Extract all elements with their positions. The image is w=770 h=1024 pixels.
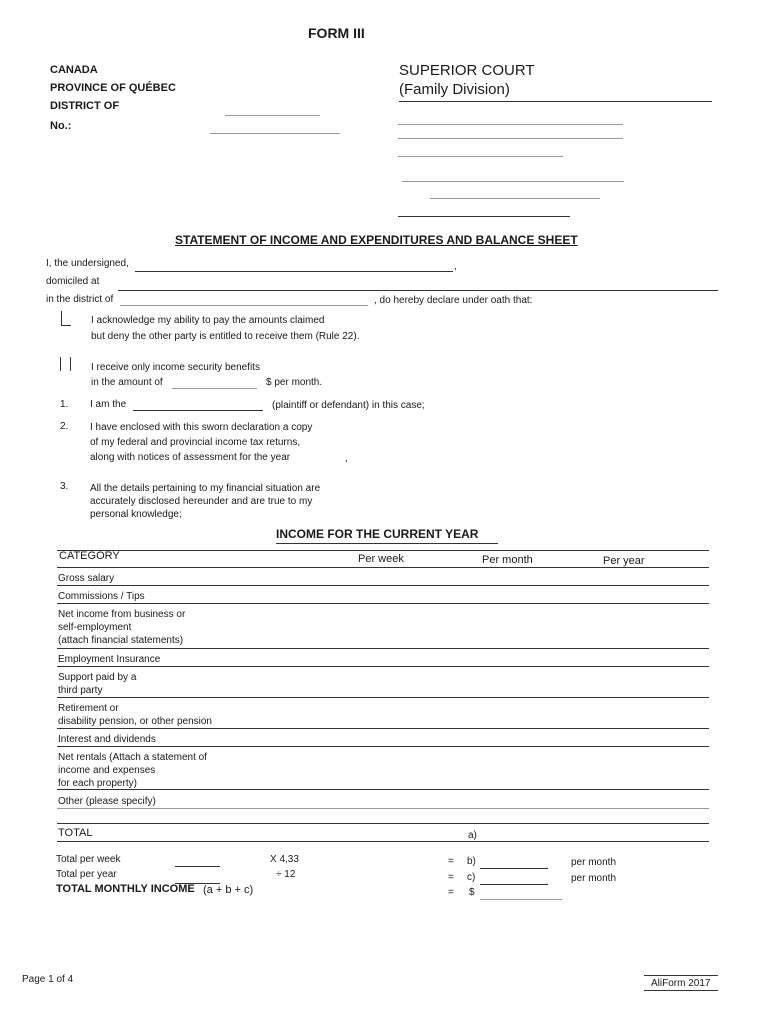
domiciled-label: domiciled at	[46, 276, 100, 287]
party-field-1[interactable]	[398, 110, 623, 124]
court-division: (Family Division)	[399, 81, 510, 98]
declaration-number-2: 2.	[60, 421, 69, 432]
per-week-line	[175, 866, 220, 867]
page-number: Page 1 of 4	[22, 974, 74, 985]
income-row-3-line-1: Net income from business or	[58, 609, 186, 620]
declaration-text-1: I am the	[90, 399, 127, 410]
income-row-8-line-2: income and expenses	[58, 765, 156, 776]
declaration-3-line-3: personal knowledge;	[90, 509, 182, 520]
income-row-1-label	[58, 572, 114, 585]
party-line-6	[398, 216, 570, 217]
acknowledge-text-2: but deny the other party is entitled to receive them (Rule 22).	[91, 331, 360, 342]
income-row-3-rule	[57, 648, 709, 649]
per-year-result-field[interactable]	[480, 870, 548, 884]
income-section-title: INCOME FOR THE CURRENT YEAR	[276, 527, 479, 541]
per-week-result-field[interactable]	[480, 854, 548, 868]
security-amount-field[interactable]	[172, 374, 257, 388]
income-row-8-label	[58, 751, 207, 790]
declaration-number-3: 3.	[60, 481, 69, 492]
per-week-factor: X 4,33	[270, 854, 299, 865]
party-role-field[interactable]	[133, 396, 263, 410]
column-category: CATEGORY	[59, 550, 120, 562]
security-amount-line	[172, 388, 257, 389]
income-row-3-label	[58, 608, 185, 647]
file-number-line	[210, 133, 340, 134]
income-row-4-label	[58, 653, 160, 666]
acknowledge-checkbox[interactable]	[61, 311, 71, 326]
income-row-9-rule	[57, 808, 709, 809]
income-row-1-line-1: Gross salary	[58, 573, 115, 584]
income-row-8-line-1: Net rentals (Attach a statement of	[58, 752, 207, 763]
security-text-2: in the amount of	[91, 377, 163, 388]
form-number: FORM III	[308, 25, 365, 41]
tax-year-field[interactable]	[292, 448, 344, 462]
income-row-6-rule	[57, 728, 709, 729]
income-row-7-line-1: Interest and dividends	[58, 734, 156, 745]
income-row-3-line-2: self-employment	[58, 622, 132, 633]
income-row-5-line-1: Support paid by a	[58, 672, 137, 683]
per-week-result-line	[480, 868, 548, 869]
income-title-underline	[276, 543, 498, 544]
per-year-label: Total per year	[56, 869, 117, 880]
undersigned-name-field[interactable]	[135, 257, 453, 271]
income-row-1-rule	[57, 585, 709, 586]
party-line-4	[402, 181, 624, 182]
acknowledge-text-1: I acknowledge my ability to pay the amounts claimed	[91, 315, 325, 326]
total-monthly-field[interactable]	[480, 885, 562, 899]
declaration-2-line-3: along with notices of assessment for the year	[90, 452, 291, 463]
per-week-marker: b)	[467, 856, 476, 867]
undersigned-label: I, the undersigned,	[46, 258, 129, 269]
brand-top-rule	[644, 975, 718, 976]
security-text-1: I receive only income security benefits	[91, 362, 260, 373]
income-row-5-label	[58, 671, 136, 697]
income-row-9-line-1: Other (please specify)	[58, 796, 156, 807]
income-row-8-rule	[57, 789, 709, 790]
per-week-field[interactable]	[175, 852, 220, 866]
court-name: SUPERIOR COURT	[399, 62, 535, 79]
per-year-equals: =	[448, 872, 454, 883]
income-row-6-line-2: disability pension, or other pension	[58, 716, 212, 727]
income-row-8-line-3: for each property)	[58, 778, 137, 789]
income-row-2-label	[58, 590, 145, 603]
party-line-2	[398, 138, 623, 139]
party-role-suffix: (plaintiff or defendant) in this case;	[272, 400, 425, 411]
monthly-equals: =	[448, 887, 454, 898]
declaration-2-line-2: of my federal and provincial income tax returns,	[90, 437, 301, 448]
declaration-text-3	[90, 482, 320, 521]
brand-label: AliForm 2017	[651, 978, 711, 989]
declaration-text-2	[90, 421, 312, 464]
brand-bottom-rule	[644, 990, 718, 991]
declaration-number-1: 1.	[60, 399, 69, 410]
undersigned-name-line	[135, 271, 453, 272]
domicile-field[interactable]	[118, 276, 718, 290]
security-suffix: $ per month.	[266, 377, 323, 388]
total-bottom-rule	[57, 841, 709, 842]
monthly-dollar: $	[469, 887, 475, 898]
income-row-4-rule	[57, 666, 709, 667]
court-underline	[399, 101, 712, 102]
undersigned-comma: ,	[454, 261, 457, 272]
income-row-6-label	[58, 702, 212, 728]
income-row-9-label	[58, 795, 156, 808]
party-line-5	[430, 198, 600, 199]
file-number-field[interactable]	[210, 119, 340, 133]
per-year-factor: ÷ 12	[276, 869, 296, 880]
party-line-1	[398, 124, 623, 125]
column-per-week: Per week	[358, 553, 404, 565]
declaration-3-line-2: accurately disclosed hereunder and are true to my	[90, 496, 313, 507]
total-monthly-formula: (a + b + c)	[203, 884, 254, 896]
file-number-label: No.:	[50, 120, 72, 132]
district-of-field[interactable]	[120, 291, 368, 305]
column-per-year: Per year	[603, 555, 645, 567]
income-row-5-line-2: third party	[58, 685, 103, 696]
income-row-7-rule	[57, 746, 709, 747]
security-benefits-checkbox[interactable]	[60, 357, 71, 371]
table-header-rule	[57, 567, 709, 568]
district-of-label: in the district of	[46, 294, 114, 305]
party-field-2[interactable]	[398, 202, 570, 216]
total-marker: a)	[468, 830, 477, 841]
income-row-3-line-3: (attach financial statements)	[58, 635, 184, 646]
tax-year-comma: ,	[345, 453, 348, 464]
declaration-2-line-1: I have enclosed with this sworn declaration a copy	[90, 422, 313, 433]
jurisdiction-province: PROVINCE OF QUÉBEC	[50, 82, 176, 94]
per-year-marker: c)	[467, 872, 476, 883]
per-year-field[interactable]	[175, 869, 220, 883]
income-row-2-rule	[57, 603, 709, 604]
total-monthly-line	[480, 899, 562, 900]
party-role-line	[133, 410, 263, 411]
statement-title: STATEMENT OF INCOME AND EXPENDITURES AND BALANCE SHEET	[175, 233, 578, 247]
per-week-per-month: per month	[571, 857, 617, 868]
per-week-equals: =	[448, 856, 454, 867]
district-field[interactable]	[225, 100, 320, 114]
income-row-5-rule	[57, 697, 709, 698]
total-top-rule	[57, 823, 709, 824]
declare-text: , do hereby declare under oath that:	[374, 295, 533, 306]
party-line-3	[398, 156, 563, 157]
jurisdiction-district-label: DISTRICT OF	[50, 100, 120, 112]
per-year-per-month: per month	[571, 873, 617, 884]
jurisdiction-country: CANADA	[50, 64, 98, 76]
total-monthly-income-label: TOTAL MONTHLY INCOME	[56, 883, 195, 895]
income-row-7-label	[58, 733, 156, 746]
total-label: TOTAL	[58, 827, 93, 839]
declaration-3-line-1: All the details pertaining to my financial situation are	[90, 483, 321, 494]
income-row-4-line-1: Employment Insurance	[58, 654, 161, 665]
district-line	[225, 115, 320, 116]
per-week-label: Total per week	[56, 854, 121, 865]
district-of-line	[120, 305, 368, 306]
column-per-month: Per month	[482, 554, 533, 566]
income-row-2-line-1: Commissions / Tips	[58, 591, 145, 602]
income-row-6-line-1: Retirement or	[58, 703, 119, 714]
table-top-rule	[57, 550, 709, 551]
